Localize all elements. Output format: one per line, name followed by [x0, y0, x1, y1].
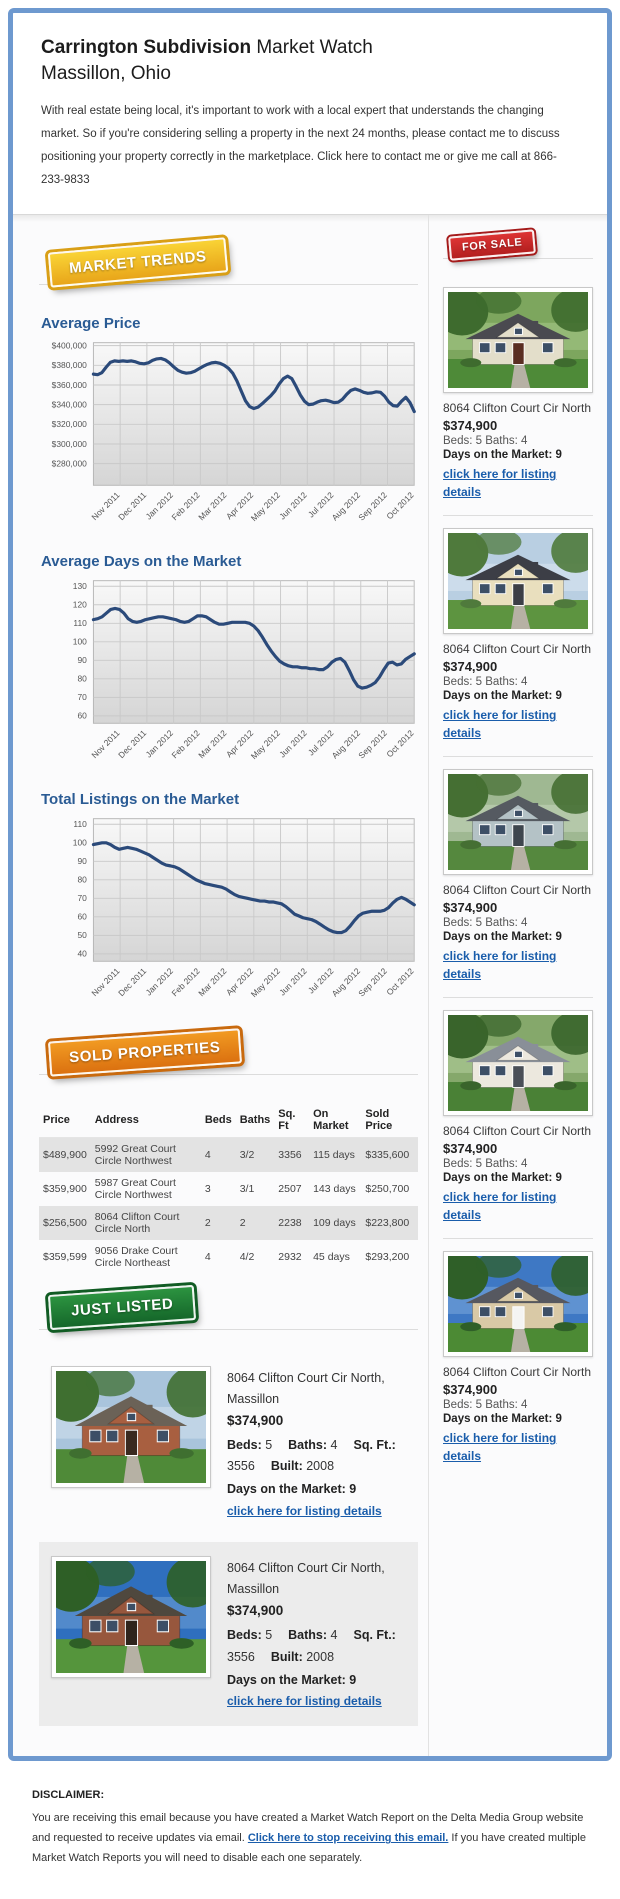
- sold-table-cell: $359,900: [43, 1182, 87, 1195]
- listing-photo[interactable]: [51, 1366, 211, 1488]
- svg-text:Nov 2011: Nov 2011: [89, 490, 122, 523]
- sold-table-cell: $489,900: [43, 1148, 87, 1161]
- listing-price: $374,900: [443, 1382, 498, 1398]
- listing-spec: Sq. Ft.: 3556: [227, 1628, 396, 1664]
- sold-table-cell: 4: [204, 1250, 211, 1263]
- average-price-chart-section: [39, 315, 418, 539]
- listing-price: $374,900: [443, 418, 498, 434]
- listing-photo[interactable]: [443, 769, 593, 875]
- sold-table-column-header: Sold Price: [361, 1103, 418, 1138]
- sold-properties-table: [39, 1103, 418, 1274]
- market-trends-badge: MARKET TRENDS: [48, 238, 228, 288]
- sold-table-row: [39, 1137, 418, 1172]
- svg-text:$400,000: $400,000: [51, 340, 87, 351]
- listing-days-on-market: Days on the Market: 9: [443, 690, 562, 703]
- svg-text:May 2012: May 2012: [248, 727, 282, 762]
- main-column: [13, 215, 428, 1756]
- for-sale-badge: FOR SALE: [448, 230, 536, 261]
- just-listed-card: [39, 1352, 418, 1536]
- divider: [39, 284, 418, 285]
- listing-details-link[interactable]: click here for listing details: [443, 1190, 557, 1223]
- listing-details-link[interactable]: click here for listing details: [443, 467, 557, 500]
- sold-table-cell: $359,599: [43, 1250, 87, 1263]
- house-photo-illustration: [56, 1561, 206, 1673]
- sidebar-column: [428, 215, 607, 1756]
- svg-text:Dec 2011: Dec 2011: [116, 727, 149, 761]
- house-photo-illustration: [56, 1371, 206, 1483]
- svg-text:Oct 2012: Oct 2012: [384, 727, 416, 760]
- svg-text:Jan 2012: Jan 2012: [143, 727, 176, 760]
- listing-days-on-market: Days on the Market: 9: [443, 449, 562, 462]
- page-title: [41, 35, 577, 62]
- svg-text:130: 130: [72, 581, 87, 592]
- svg-text:Dec 2011: Dec 2011: [116, 965, 149, 998]
- listing-price: $374,900: [227, 1413, 284, 1429]
- total-listings-chart-section: [39, 791, 418, 1015]
- listing-spec: Beds: 5: [227, 1628, 273, 1643]
- average-days-chart-title: Average Days on the Market: [41, 553, 242, 571]
- market-trends-badge-row: [39, 239, 418, 301]
- sold-table-cell: 3/2: [239, 1148, 255, 1161]
- sold-table-cell: 9056 Drake Court Circle Northeast: [94, 1244, 178, 1269]
- sold-table-cell: 2507: [278, 1182, 302, 1195]
- svg-text:Nov 2011: Nov 2011: [89, 727, 122, 761]
- svg-text:Feb 2012: Feb 2012: [169, 727, 202, 761]
- just-listed-badge: JUST LISTED: [48, 1284, 197, 1329]
- disclaimer-text-before: You are receiving this email because you have created a Market Watch Report on the Delta Media Group website and requested to receive updates via email.: [32, 1811, 584, 1845]
- svg-text:$280,000: $280,000: [51, 458, 87, 469]
- sold-table-cell: 2238: [278, 1216, 302, 1229]
- listing-price: $374,900: [227, 1603, 284, 1619]
- sold-table-row: [39, 1240, 418, 1274]
- for-sale-listing: [443, 516, 593, 757]
- average-days-chart: [39, 576, 418, 777]
- svg-text:Aug 2012: Aug 2012: [329, 727, 363, 761]
- total-listings-chart: [39, 814, 418, 1015]
- svg-text:Sep 2012: Sep 2012: [356, 490, 389, 523]
- page-title-bold: Carrington Subdivision: [41, 37, 252, 58]
- sold-table-column-header: On Market: [309, 1103, 361, 1138]
- svg-text:$360,000: $360,000: [51, 380, 87, 391]
- for-sale-listing: [443, 1239, 593, 1479]
- svg-text:Dec 2011: Dec 2011: [116, 490, 149, 523]
- listing-beds-baths: Beds: 5 Baths: 4: [443, 917, 528, 930]
- listing-address: 8064 Clifton Court Cir North, Massillon: [227, 1560, 385, 1597]
- newsletter-header: [13, 13, 607, 214]
- svg-text:Jul 2012: Jul 2012: [305, 727, 336, 758]
- average-price-chart: [39, 338, 418, 539]
- svg-text:Aug 2012: Aug 2012: [329, 490, 363, 523]
- svg-text:100: 100: [72, 636, 87, 647]
- just-listed-cards: [39, 1352, 418, 1727]
- svg-text:70: 70: [77, 692, 87, 703]
- listing-spec: Beds: 5: [227, 1437, 273, 1452]
- sold-table-header: [39, 1103, 418, 1138]
- listing-details-link[interactable]: click here for listing details: [227, 1694, 382, 1709]
- sold-table-row: [39, 1206, 418, 1240]
- listing-beds-baths: Beds: 5 Baths: 4: [443, 435, 528, 448]
- house-photo-illustration: [448, 292, 588, 388]
- listing-photo[interactable]: [443, 1251, 593, 1357]
- divider: [39, 1329, 418, 1330]
- sold-table-cell: 5987 Great Court Circle Northwest: [94, 1176, 176, 1201]
- sold-table-cell: 2: [204, 1216, 211, 1229]
- newsletter-page: [0, 8, 620, 1899]
- listing-details-link[interactable]: click here for listing details: [443, 949, 557, 982]
- listing-address: 8064 Clifton Court Cir North: [443, 1365, 592, 1380]
- listing-days-on-market: Days on the Market: 9: [443, 1413, 562, 1426]
- house-photo-illustration: [448, 774, 588, 870]
- svg-text:Oct 2012: Oct 2012: [384, 490, 416, 522]
- line-chart-svg: [39, 576, 418, 777]
- for-sale-listing: [443, 998, 593, 1239]
- sold-table-column-header: Price: [39, 1103, 91, 1138]
- listing-price: $374,900: [443, 1141, 498, 1157]
- listing-days-on-market: Days on the Market: 9: [227, 1482, 357, 1497]
- house-photo-illustration: [448, 533, 588, 629]
- sold-table-cell: 4/2: [239, 1250, 255, 1263]
- svg-text:May 2012: May 2012: [248, 965, 282, 1000]
- svg-text:90: 90: [77, 655, 87, 666]
- svg-text:Jul 2012: Jul 2012: [305, 965, 336, 996]
- svg-text:Jan 2012: Jan 2012: [143, 490, 176, 522]
- sold-table-row: [39, 1172, 418, 1206]
- total-listings-chart-title: Total Listings on the Market: [41, 790, 240, 808]
- svg-text:Oct 2012: Oct 2012: [384, 965, 416, 998]
- listing-address: 8064 Clifton Court Cir North, Massillon: [227, 1370, 385, 1406]
- sold-table-cell: $223,800: [365, 1216, 410, 1229]
- listing-address: 8064 Clifton Court Cir North: [443, 1124, 592, 1139]
- svg-text:$340,000: $340,000: [51, 399, 87, 410]
- listing-specs: [227, 1625, 406, 1668]
- sold-properties-badge: SOLD PROPERTIES: [48, 1028, 242, 1076]
- svg-text:Sep 2012: Sep 2012: [356, 727, 389, 761]
- svg-text:Jul 2012: Jul 2012: [305, 490, 336, 520]
- sold-table-cell: $250,700: [365, 1182, 410, 1195]
- listing-days-on-market: Days on the Market: 9: [443, 931, 562, 944]
- svg-text:50: 50: [77, 929, 87, 940]
- svg-text:Jan 2012: Jan 2012: [143, 965, 176, 998]
- listing-spec: Built: 2008: [270, 1459, 335, 1474]
- listing-photo[interactable]: [443, 528, 593, 634]
- sold-table-cell: 5992 Great Court Circle Northwest: [94, 1142, 176, 1167]
- svg-text:Jun 2012: Jun 2012: [277, 965, 309, 998]
- listing-spec: Baths: 4: [288, 1628, 338, 1643]
- svg-text:Jun 2012: Jun 2012: [277, 727, 309, 760]
- svg-text:Feb 2012: Feb 2012: [169, 965, 202, 999]
- sold-table-column-header: Address: [91, 1103, 201, 1138]
- listing-details-link[interactable]: click here for listing details: [227, 1503, 382, 1518]
- sold-table-cell: 2932: [278, 1250, 302, 1263]
- sold-table-cell: 45 days: [313, 1250, 350, 1263]
- listing-spec: Built: 2008: [270, 1649, 335, 1664]
- for-sale-badge-row: [443, 231, 593, 269]
- listing-days-on-market: Days on the Market: 9: [227, 1672, 357, 1687]
- divider: [39, 1074, 418, 1075]
- svg-text:110: 110: [73, 818, 87, 829]
- sold-table-cell: 2: [239, 1216, 246, 1229]
- svg-text:100: 100: [72, 837, 87, 848]
- listing-photo[interactable]: [443, 287, 593, 393]
- listing-address: 8064 Clifton Court Cir North: [443, 401, 592, 416]
- svg-text:Apr 2012: Apr 2012: [223, 965, 256, 998]
- listing-address: 8064 Clifton Court Cir North: [443, 642, 592, 657]
- page-subtitle: Massillon, Ohio: [41, 62, 171, 84]
- listing-spec: Baths: 4: [288, 1437, 338, 1452]
- listing-beds-baths: Beds: 5 Baths: 4: [443, 1158, 528, 1171]
- svg-text:80: 80: [77, 874, 87, 885]
- listing-beds-baths: Beds: 5 Baths: 4: [443, 1399, 528, 1412]
- listing-photo[interactable]: [443, 1010, 593, 1116]
- listing-details-link[interactable]: click here for listing details: [443, 1431, 557, 1464]
- listing-address: 8064 Clifton Court Cir North: [443, 883, 592, 898]
- listing-beds-baths: Beds: 5 Baths: 4: [443, 676, 528, 689]
- for-sale-listing: [443, 757, 593, 998]
- listing-details-link[interactable]: click here for listing details: [443, 708, 557, 741]
- svg-text:Feb 2012: Feb 2012: [169, 490, 202, 523]
- sold-table-cell: 115 days: [313, 1148, 355, 1161]
- just-listed-card: [39, 1542, 418, 1726]
- average-price-chart-title: Average Price: [41, 315, 141, 333]
- house-photo-illustration: [448, 1015, 588, 1111]
- svg-text:Mar 2012: Mar 2012: [196, 490, 229, 523]
- svg-text:110: 110: [73, 618, 87, 629]
- listing-price: $374,900: [443, 659, 498, 675]
- sold-table-column-header: Sq. Ft: [274, 1103, 309, 1138]
- svg-text:$380,000: $380,000: [51, 360, 87, 371]
- sold-table-cell: $335,600: [365, 1148, 410, 1161]
- listing-photo[interactable]: [51, 1556, 211, 1678]
- sold-table-column-header: Beds: [201, 1103, 236, 1138]
- svg-text:Nov 2011: Nov 2011: [89, 965, 122, 998]
- listing-days-on-market: Days on the Market: 9: [443, 1172, 562, 1185]
- just-listed-badge-row: [39, 1284, 418, 1346]
- sold-table-column-header: Baths: [236, 1103, 275, 1138]
- svg-text:Mar 2012: Mar 2012: [196, 965, 229, 999]
- newsletter-frame: [8, 8, 612, 1761]
- sold-table-cell: 4: [204, 1148, 211, 1161]
- disclaimer: [0, 1769, 620, 1898]
- listing-specs: [227, 1435, 406, 1478]
- svg-text:60: 60: [77, 710, 87, 721]
- for-sale-listing: [443, 275, 593, 516]
- intro-paragraph: With real estate being local, it's important to work with a local expert that understands the changing market. So if you're considering selling a property in the next 24 months, please contact me to discuss positioning your property correctly in the marketplace. Click here to contact me or give me call at 866-233-9833: [41, 105, 560, 187]
- svg-text:Apr 2012: Apr 2012: [223, 490, 256, 522]
- content-row: [13, 214, 607, 1756]
- sold-table-cell: $256,500: [43, 1216, 87, 1229]
- sold-table-cell: 8064 Clifton Court Circle North: [94, 1210, 180, 1235]
- svg-text:Apr 2012: Apr 2012: [223, 727, 256, 760]
- house-photo-illustration: [448, 1256, 588, 1352]
- svg-text:80: 80: [77, 673, 87, 684]
- sold-table-cell: 3: [204, 1182, 211, 1195]
- sold-table-cell: 3356: [278, 1148, 302, 1161]
- listing-price: $374,900: [443, 900, 498, 916]
- disclaimer-text-after: If you have created multiple Market Watch Reports you will need to disable each one separately.: [32, 1832, 586, 1865]
- average-days-chart-section: [39, 553, 418, 777]
- unsubscribe-link[interactable]: Click here to stop receiving this email.: [247, 1832, 449, 1845]
- svg-text:70: 70: [77, 892, 87, 903]
- svg-text:$320,000: $320,000: [51, 419, 87, 430]
- sold-properties-badge-row: [39, 1029, 418, 1091]
- disclaimer-heading: DISCLAIMER:: [32, 1789, 105, 1802]
- sold-table-cell: 109 days: [313, 1216, 356, 1229]
- svg-text:60: 60: [77, 911, 87, 922]
- svg-text:Aug 2012: Aug 2012: [329, 965, 363, 999]
- svg-text:Jun 2012: Jun 2012: [277, 490, 309, 522]
- svg-text:May 2012: May 2012: [248, 490, 282, 524]
- line-chart-svg: [39, 814, 418, 1015]
- sold-table-cell: $293,200: [365, 1250, 410, 1263]
- sold-table-cell: 143 days: [313, 1182, 356, 1195]
- svg-text:90: 90: [77, 855, 87, 866]
- sold-table-cell: 3/1: [239, 1182, 255, 1195]
- page-title-rest: Market Watch: [251, 37, 373, 58]
- listing-spec: Sq. Ft.: 3556: [227, 1437, 396, 1474]
- svg-text:120: 120: [72, 599, 87, 610]
- svg-text:40: 40: [77, 948, 87, 959]
- svg-text:Mar 2012: Mar 2012: [196, 727, 229, 761]
- svg-text:$300,000: $300,000: [51, 439, 87, 450]
- svg-text:Sep 2012: Sep 2012: [356, 965, 389, 999]
- for-sale-listings: [443, 275, 593, 1479]
- line-chart-svg: [39, 338, 418, 539]
